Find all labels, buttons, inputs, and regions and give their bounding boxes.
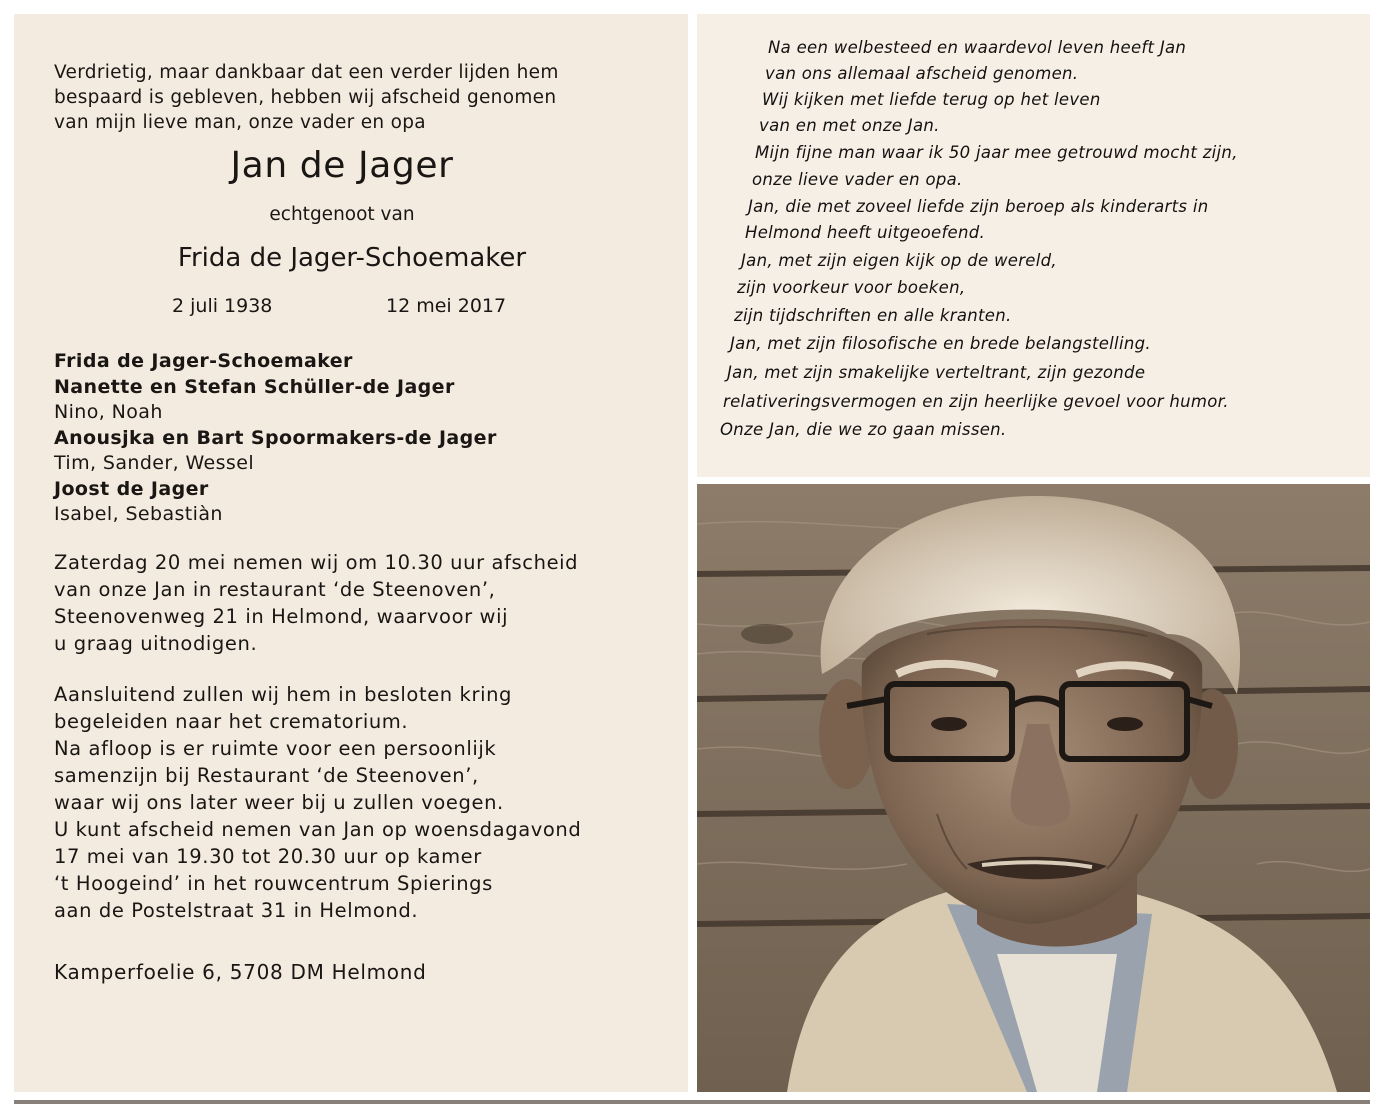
poem-line: Mijn fijne man waar ik 50 jaar mee getrouwd mocht zijn, bbox=[755, 143, 1238, 162]
poem-line: Onze Jan, die we zo gaan missen. bbox=[720, 420, 1007, 439]
ceremony-text bbox=[54, 549, 688, 657]
poem-line: van en met onze Jan. bbox=[759, 116, 940, 135]
family-member-household: Frida de Jager-Schoemaker bbox=[54, 350, 353, 372]
poem-line: zijn voorkeur voor boeken, bbox=[737, 278, 966, 297]
family-member-grandchildren: Tim, Sander, Wessel bbox=[54, 452, 255, 474]
bottom-divider bbox=[14, 1100, 1370, 1104]
poem-line: Jan, met zijn filosofische en brede belangstelling. bbox=[730, 334, 1151, 353]
intro-text bbox=[54, 60, 688, 135]
poem-line: Na een welbesteed en waardevol leven heeft Jan bbox=[768, 38, 1187, 57]
death-date: 12 mei 2017 bbox=[386, 295, 507, 317]
intro-line: bespaard is gebleven, hebben wij afscheid genomen bbox=[54, 87, 557, 108]
cremation-line: samenzijn bij Restaurant ‘de Steenoven’, bbox=[54, 763, 479, 787]
poem-line: Jan, met zijn eigen kijk op de wereld, bbox=[741, 251, 1057, 270]
family-member-household: Nanette en Stefan Schüller-de Jager bbox=[54, 375, 455, 398]
cremation-text bbox=[54, 681, 688, 924]
ceremony-line: Zaterdag 20 mei nemen wij om 10.30 uur afscheid bbox=[54, 550, 579, 574]
birth-date: 2 juli 1938 bbox=[172, 295, 273, 317]
cremation-line: Aansluitend zullen wij hem in besloten kring bbox=[54, 682, 513, 706]
intro-line: van mijn lieve man, onze vader en opa bbox=[54, 112, 426, 133]
poem-line: Jan, met zijn smakelijke verteltrant, zijn gezonde bbox=[727, 363, 1146, 382]
spouse-name: Frida de Jager-Schoemaker bbox=[177, 243, 527, 273]
family-list bbox=[54, 349, 688, 528]
portrait-icon bbox=[697, 484, 1370, 1092]
poem-line: van ons allemaal afscheid genomen. bbox=[765, 64, 1079, 83]
poem-line: relativeringsvermogen en zijn heerlijke gevoel voor humor. bbox=[723, 392, 1229, 411]
cremation-line: aan de Postelstraat 31 in Helmond. bbox=[54, 898, 419, 922]
cremation-line: U kunt afscheid nemen van Jan op woensdagavond bbox=[54, 817, 582, 841]
home-address: Kamperfoelie 6, 5708 DM Helmond bbox=[54, 959, 427, 984]
cremation-line: waar wij ons later weer bij u zullen voegen. bbox=[54, 790, 504, 814]
poem-line: Jan, die met zoveel liefde zijn beroep als kinderarts in bbox=[748, 197, 1209, 216]
family-member-grandchildren: Isabel, Sebastiàn bbox=[54, 503, 223, 525]
cremation-line: ‘t Hoogeind’ in het rouwcentrum Spierings bbox=[54, 871, 493, 895]
poem-line: onze lieve vader en opa. bbox=[752, 170, 963, 189]
spouse-label: echtgenoot van bbox=[269, 204, 415, 225]
portrait-photo bbox=[697, 484, 1370, 1092]
mourning-card bbox=[14, 14, 688, 1092]
poem-line: Wij kijken met liefde terug op het leven bbox=[762, 90, 1101, 109]
life-dates bbox=[54, 295, 688, 325]
family-member-grandchildren: Nino, Noah bbox=[54, 401, 163, 423]
cremation-line: begeleiden naar het crematorium. bbox=[54, 709, 409, 733]
deceased-name: Jan de Jager bbox=[230, 145, 454, 186]
cremation-line: Na afloop is er ruimte voor een persoonlijk bbox=[54, 736, 497, 760]
cremation-line: 17 mei van 19.30 tot 20.30 uur op kamer bbox=[54, 844, 482, 868]
poem-line: zijn tijdschriften en alle kranten. bbox=[734, 306, 1012, 325]
ceremony-line: u graag uitnodigen. bbox=[54, 631, 258, 655]
family-member-household: Anousjka en Bart Spoormakers-de Jager bbox=[54, 426, 497, 449]
poem-card bbox=[697, 14, 1370, 477]
ceremony-line: van onze Jan in restaurant ‘de Steenoven’, bbox=[54, 577, 496, 601]
family-member-household: Joost de Jager bbox=[54, 477, 209, 500]
poem-line: Helmond heeft uitgeoefend. bbox=[745, 223, 986, 242]
ceremony-line: Steenovenweg 21 in Helmond, waarvoor wij bbox=[54, 604, 509, 628]
intro-line: Verdrietig, maar dankbaar dat een verder lijden hem bbox=[54, 62, 559, 83]
